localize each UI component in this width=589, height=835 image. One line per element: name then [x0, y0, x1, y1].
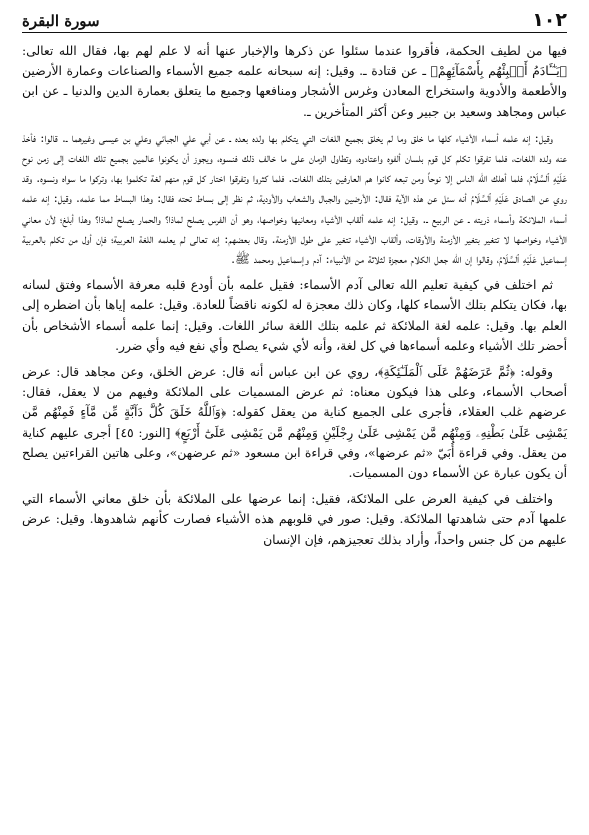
page-number: ١٠٢ — [532, 9, 567, 31]
surah-title: سورة البقرة — [22, 12, 100, 30]
paragraph: وقوله: ﴿ثُمَّ عَرَضَهُمْ عَلَى ٱلْمَلَـٰٓئِكَةِ﴾، روي عن ابن عباس أنه قال: عرض الخلق، وعن مجاهد قال: عرض أصحاب الأسماء، وعلى هذا فيكون معناه: ثم عرض المسميات على الملائكة وفيهم من لا يعقل، فقال: عرضهم غلب العقلاء، فأجرى على الجميع كناية من يعقل كقوله: ﴿وَٱللَّهُ خَلَقَ كُلَّ دَآبَّةٍ مِّن مَّآءٍ فَمِنْهُم مَّن يَمْشِى عَلَىٰ بَطْنِهِۦ وَمِنْهُم مَّن يَمْشِى عَلَىٰ رِجْلَيْنِ وَمِنْهُم مَّن يَمْشِى عَلَىٰٓ أَرْبَعٍ﴾ [النور: ٤٥] أجرى عليهم كناية من يعقل. وفي قراءة أُبَيّ «ثم عرضها»، وفي قراءة ابن مسعود «ثم عرضهن»، وعلى هاتين القراءتين يصلح أن يكون عبارة عن الأسماء دون المسميات. — [22, 365, 567, 481]
paragraph: ثم اختلف في كيفية تعليم الله تعالى آدم الأسماء: فقيل علمه بأن أودع قلبه معرفة الأسماء وفتق لسانه بها، فكان يتكلم بتلك الأسماء كلها، وكان ذلك معجزة له لكونه ناقضاً للعادة. وقيل: علمه إياها بأن اضطره إلى العلم بها. وقيل: علمه لغة الملائكة ثم علمه بتلك اللغة سائر اللغات. وقيل: إنما علمه أسماء الأشخاص بأن أحضر تلك الأشياء وعلمه أسماءها في كل لغة، وأنه لأي شيء يصلح وأي نفع فيه وأي ضرر. — [22, 278, 567, 353]
page-body — [22, 41, 567, 550]
paragraph: فيها من لطيف الحكمة، فأقروا عندما سئلوا عن ذكرها والإخبار عنها أنه لا علم لهم بها، فقال الله تعالى: ﴿يَـٰٓـَٔادَمُ أَنۢبِئْهُم بِأَسْمَآئِهِمْ﴾ ـ عن قتادة ـ. وقيل: إنه سبحانه علمه جميع الأسماء والصناعات وعمارة الأرضين والأطعمة والأدوية واستخراج المعادن وغرس الأشجار ومنافعها وجميع ما يتعلق بعمارة الدين والدنيا ـ عن ابن عباس ومجاهد وسعيد بن جبير وعن أكثر المتأخرين ـ. — [22, 44, 567, 119]
paragraph: وقيل: إنه علمه أسماء الأشياء كلها ما خلق وما لم يخلق بجميع اللغات التي يتكلم بها ولده بعده ـ عن أبي علي الجبائي وعلي بن عيسى وغيرهما ـ. قالوا: فأخذ عنه ولده اللغات، فلما تفرقوا تكلم كل قوم بلسان ألفوه واعتادوه، وتطاول الزمان على ما خالف ذلك فنسوه، ويجوز أن يكونوا عالمين بجميع تلك اللغات إلى زمن نوح عَلَيْهِ ٱلسَّلَامُ، فلما أهلك الله الناس إلا نوحاً ومن تبعه كانوا هم العارفين بتلك اللغات. فلما كثروا وتفرقوا اختار كل قوم منهم لغة تكلموا بها، وتركوا ما سواه ونسوه. وقد روي عن الصادق عَلَيْهِ ٱلسَّلَامُ أنه سئل عن هذه الآية فقال: الأرضين والجبال والشعاب والأودية، ثم نظر إلى بساط تحته فقال: وهذا البساط مما علمه. وقيل: إنه علمه أسماء الملائكة وأسماء ذريته ـ عن الربيع ـ. وقيل: إنه علمه ألقاب الأشياء ومعانيها وخواصها، وهو أن الفرس يصلح لماذا؟ والحمار يصلح لماذا؟ وهذا أبلغ؛ لأن معاني الأشياء وخواصها لا تتغير بتغير الأزمنة والأوقات، وألقاب الأشياء تتغير على طول الأزمنة. وقال بعضهم: إنه تعالى لم يعلمه اللغة العربية؛ فإن أول من تكلم بالعربية إسماعيل عَلَيْهِ ٱلسَّلَامُ، وقالوا إن الله جعل الكلام معجزة لثلاثة من الأنبياء: آدم وإسماعيل ومحمد ﷺ. — [22, 130, 567, 267]
page-header — [22, 8, 567, 33]
paragraph: واختلف في كيفية العرض على الملائكة، فقيل: إنما عرضها على الملائكة بأن خلق معاني الأسماء التي علمها آدم حتى شاهدتها الملائكة. وقيل: صور في قلوبهم هذه الأشياء فصارت كأنهم شاهدوها. وقيل: عرض عليهم من كل جنس واحداً، وأراد بذلك تعجيزهم، فإن الإنسان — [22, 492, 567, 547]
book-page — [22, 8, 567, 830]
